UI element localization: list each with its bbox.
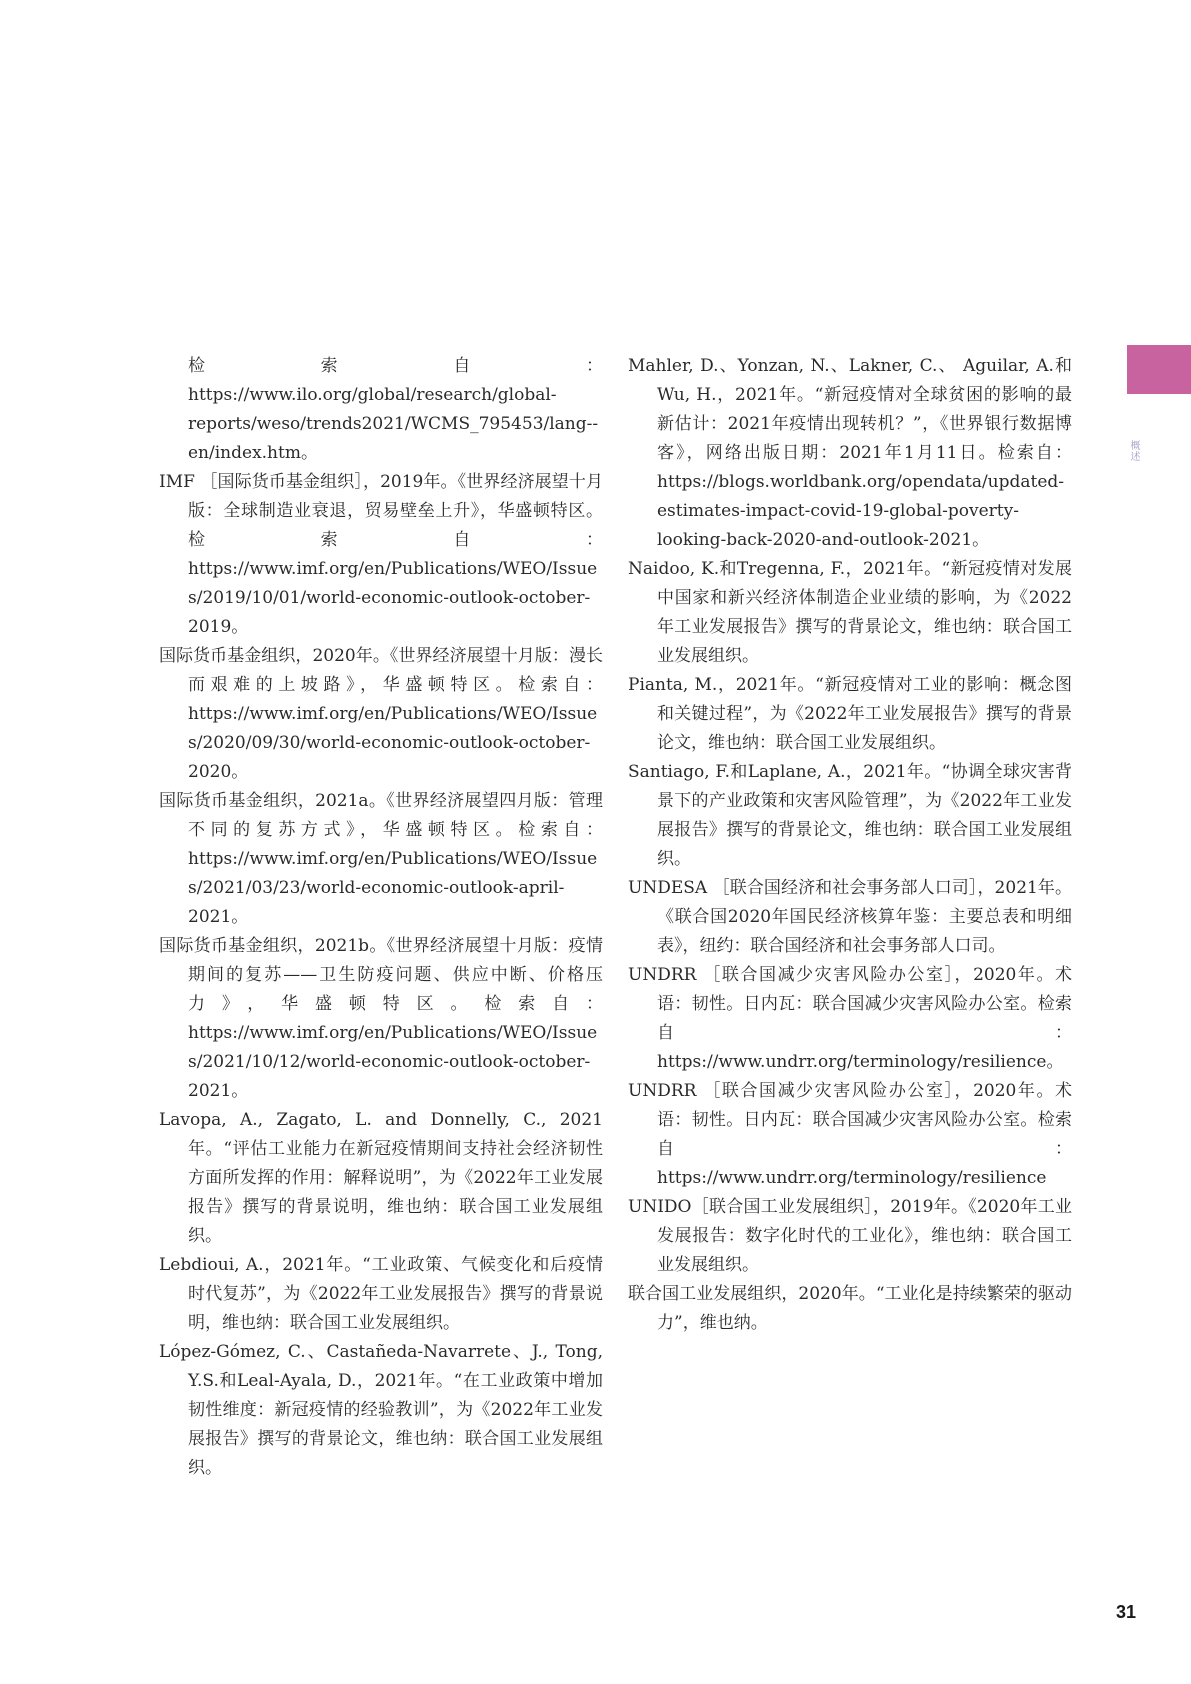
reference-item: UNDRR ［联合国减少灾害风险办公室］，2020年。术语：韧性。日内瓦：联合国减少灾害风险办公室。检索自：https://www.undrr.org/terminology/resilience。 <box>628 965 1072 1072</box>
references-right-column <box>628 352 1072 1338</box>
reference-item: López-Gómez, C.、Castañeda-Navarrete、J., Tong, Y.S.和Leal-Ayala, D.，2021年。“在工业政策中增加韧性维度：新冠疫情的经验教训”，为《2022年工业发展报告》撰写的背景论文，维也纳：联合国工业发展组织。 <box>159 1342 603 1478</box>
reference-item: 检索自：https://www.ilo.org/global/research/global-reports/weso/trends2021/WCMS_795453/lang--en/index.htm。 <box>188 356 603 463</box>
reference-item: Santiago, F.和Laplane, A.，2021年。“协调全球灾害背景下的产业政策和灾害风险管理”，为《2022年工业发展报告》撰写的背景论文，维也纳：联合国工业发展组织。 <box>628 762 1072 869</box>
reference-item: Lebdioui, A.，2021年。“工业政策、气候变化和后疫情时代复苏”，为《2022年工业发展报告》撰写的背景说明，维也纳：联合国工业发展组织。 <box>159 1255 603 1333</box>
reference-item: UNDRR ［联合国减少灾害风险办公室］，2020年。术语：韧性。日内瓦：联合国减少灾害风险办公室。检索自：https://www.undrr.org/terminology/resilience <box>628 1081 1072 1188</box>
section-label: 概述 <box>1128 440 1139 462</box>
reference-item: UNIDO［联合国工业发展组织］，2019年。《2020年工业发展报告：数字化时代的工业化》，维也纳：联合国工业发展组织。 <box>628 1197 1072 1275</box>
reference-item: IMF ［国际货币基金组织］，2019年。《世界经济展望十月版：全球制造业衰退，贸易壁垒上升》，华盛顿特区。检索自：https://www.imf.org/en/Publications/WEO/Issues/2019/10/01/world-economic-outlook-october-2019。 <box>159 472 603 637</box>
reference-item: Pianta, M.，2021年。“新冠疫情对工业的影响：概念图和关键过程”，为《2022年工业发展报告》撰写的背景论文，维也纳：联合国工业发展组织。 <box>628 675 1072 753</box>
reference-item: 国际货币基金组织，2020年。《世界经济展望十月版：漫长而艰难的上坡路》，华盛顿特区。检索自：https://www.imf.org/en/Publications/WEO/Issues/2020/09/30/world-economic-outlook-october-2020。 <box>159 646 603 782</box>
references-left-column <box>159 352 603 1483</box>
reference-item: Naidoo, K.和Tregenna, F.，2021年。“新冠疫情对发展中国家和新兴经济体制造企业业绩的影响，为《2022年工业发展报告》撰写的背景论文，维也纳：联合国工业发展组织。 <box>628 559 1072 666</box>
reference-item: UNDESA ［联合国经济和社会事务部人口司］，2021年。《联合国2020年国民经济核算年鉴：主要总表和明细表》，纽约：联合国经济和社会事务部人口司。 <box>628 878 1072 956</box>
reference-item: 国际货币基金组织，2021a。《世界经济展望四月版：管理不同的复苏方式》，华盛顿特区。检索自：https://www.imf.org/en/Publications/WEO/Issues/2021/03/23/world-economic-outlook-april-2021。 <box>159 791 603 927</box>
reference-item: Mahler, D.、Yonzan, N.、Lakner, C.、 Aguilar, A.和Wu, H.，2021年。“新冠疫情对全球贫困的影响的最新估计：2021年疫情出现转机？”，《世界银行数据博客》，网络出版日期：2021年1月11日。检索自：https://blogs.worldbank.org/opendata/updated-estimates-impact-covid-19-global-poverty-looking-back-2020-and-outlook-2021。 <box>628 356 1072 550</box>
reference-item: 国际货币基金组织，2021b。《世界经济展望十月版：疫情期间的复苏——卫生防疫问题、供应中断、价格压力》，华盛顿特区。检索自：https://www.imf.org/en/Publications/WEO/Issues/2021/10/12/world-economic-outlook-october-2021。 <box>159 936 603 1101</box>
reference-item: 联合国工业发展组织，2020年。“工业化是持续繁荣的驱动力”，维也纳。 <box>628 1284 1072 1333</box>
section-tab <box>1127 345 1191 394</box>
reference-item: Lavopa, A., Zagato, L. and Donnelly, C., 2021年。“评估工业能力在新冠疫情期间支持社会经济韧性方面所发挥的作用：解释说明”，为《2022年工业发展报告》撰写的背景说明，维也纳：联合国工业发展组织。 <box>159 1110 603 1246</box>
page-number: 31 <box>1116 1602 1137 1622</box>
